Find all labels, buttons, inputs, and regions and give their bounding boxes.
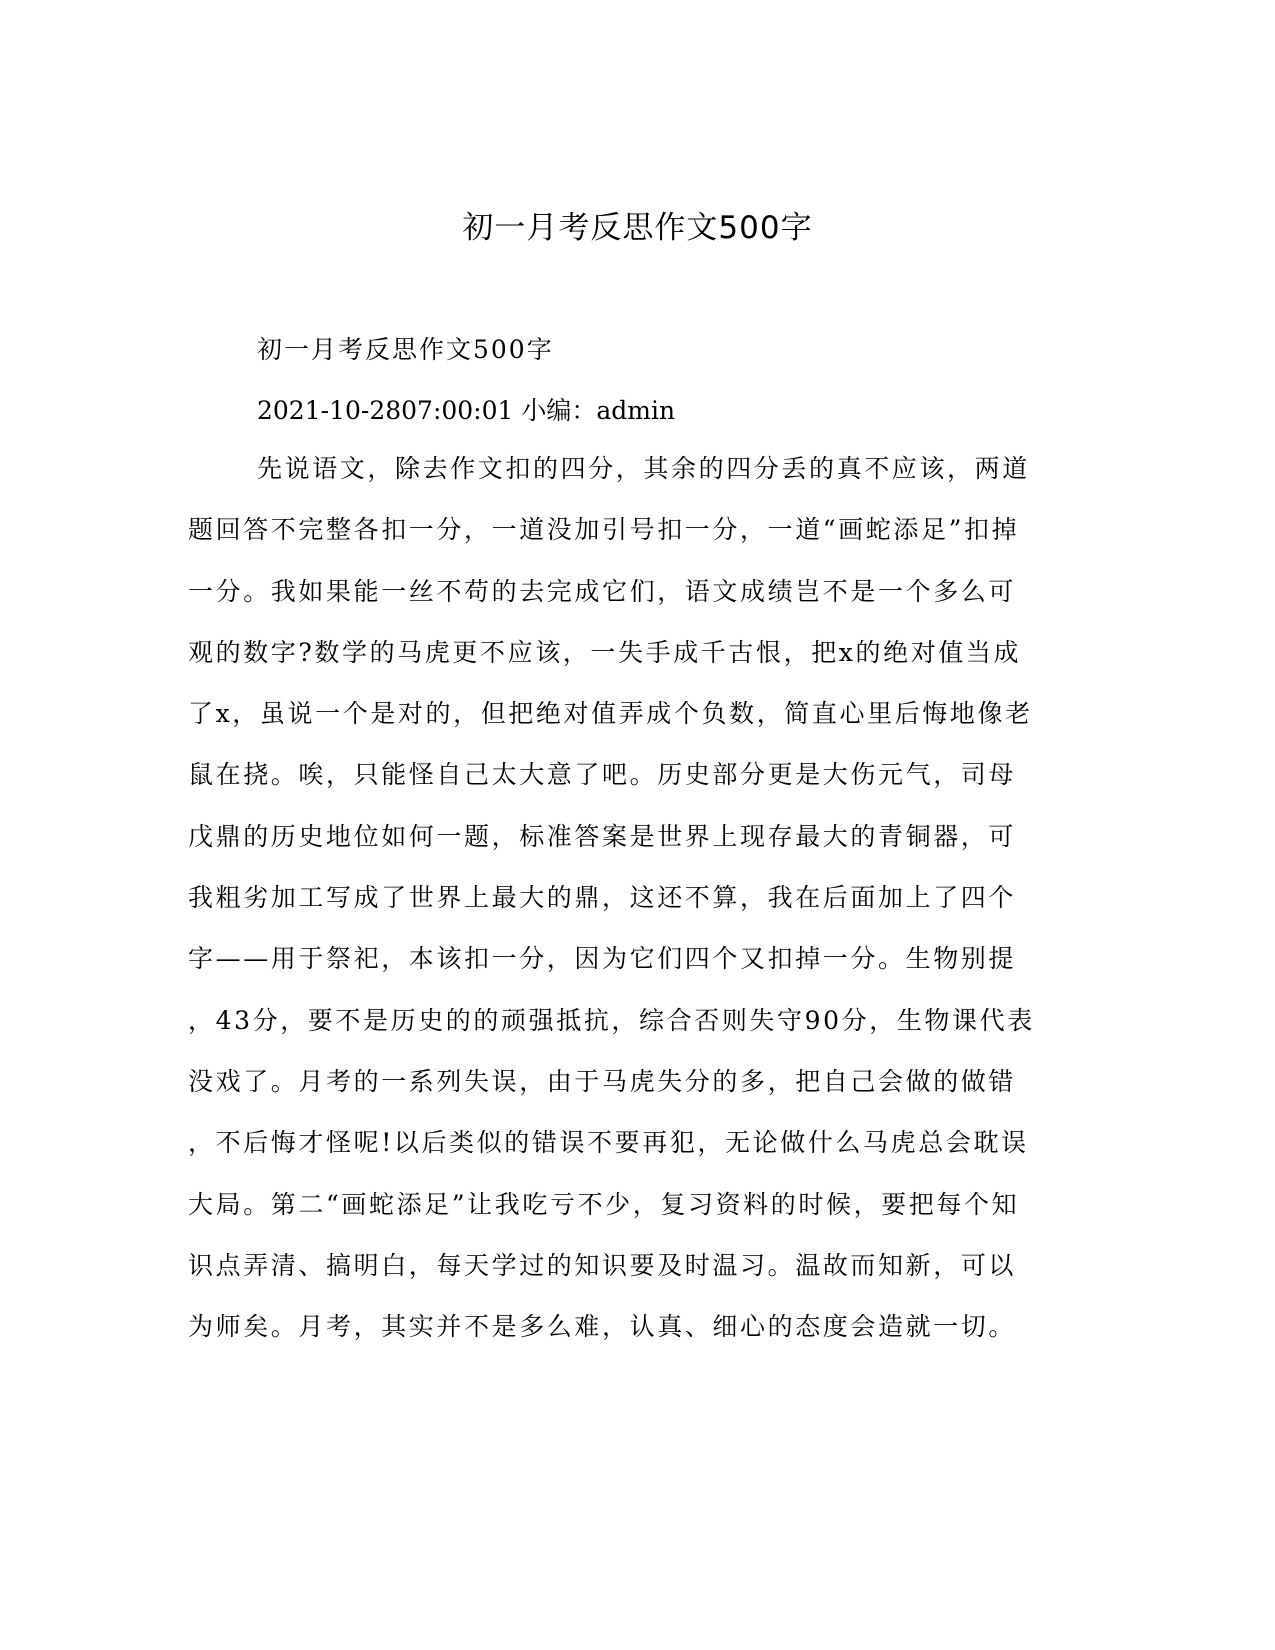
body-line: 观的数字?数学的马虎更不应该，一失手成千古恨，把x的绝对值当成 xyxy=(188,637,1022,667)
body-line: 字——用于祭祀，本该扣一分，因为它们四个又扣掉一分。生物别提 xyxy=(188,944,1017,974)
body-line: 了x，虽说一个是对的，但把绝对值弄成个负数，简直心里后悔地像老 xyxy=(188,699,1033,729)
body-line: ，不后悔才怪呢!以后类似的错误不要再犯，无论做什么马虎总会耽误 xyxy=(188,1128,1029,1158)
article-meta: 2021-10-2807:00:01 小编：admin xyxy=(257,396,676,425)
body-line: 先说语文，除去作文扣的四分，其余的四分丢的真不应该，两道 xyxy=(257,454,1030,483)
body-line: 题回答不完整各扣一分，一道没加引号扣一分，一道“画蛇添足”扣掉 xyxy=(188,515,1020,545)
body-line: 为师矣。月考，其实并不是多么难，认真、细心的态度会造就一切。 xyxy=(188,1312,1017,1342)
article-body xyxy=(188,451,1068,1370)
body-line: 戊鼎的历史地位如何一题，标准答案是世界上现存最大的青铜器，可 xyxy=(188,821,1017,851)
document-title: 初一月考反思作文500字 xyxy=(462,210,813,246)
body-line: 大局。第二“画蛇添足”让我吃亏不少，复习资料的时候，要把每个知 xyxy=(188,1189,1020,1219)
body-line: 识点弄清、搞明白，每天学过的知识要及时温习。温故而知新，可以 xyxy=(188,1250,1017,1280)
article-heading: 初一月考反思作文500字 xyxy=(257,335,554,364)
body-line: 我粗劣加工写成了世界上最大的鼎，这还不算，我在后面加上了四个 xyxy=(188,883,1017,913)
body-line: ，43分，要不是历史的的顽强抵抗，综合否则失守90分，生物课代表 xyxy=(188,1005,1035,1035)
body-line: 没戏了。月考的一系列失误，由于马虎失分的多，把自己会做的做错 xyxy=(188,1066,1017,1096)
body-line: 鼠在挠。唉，只能怪自己太大意了吧。历史部分更是大伤元气，司母 xyxy=(188,760,1017,790)
body-line: 一分。我如果能一丝不苟的去完成它们，语文成绩岂不是一个多么可 xyxy=(188,576,1017,606)
